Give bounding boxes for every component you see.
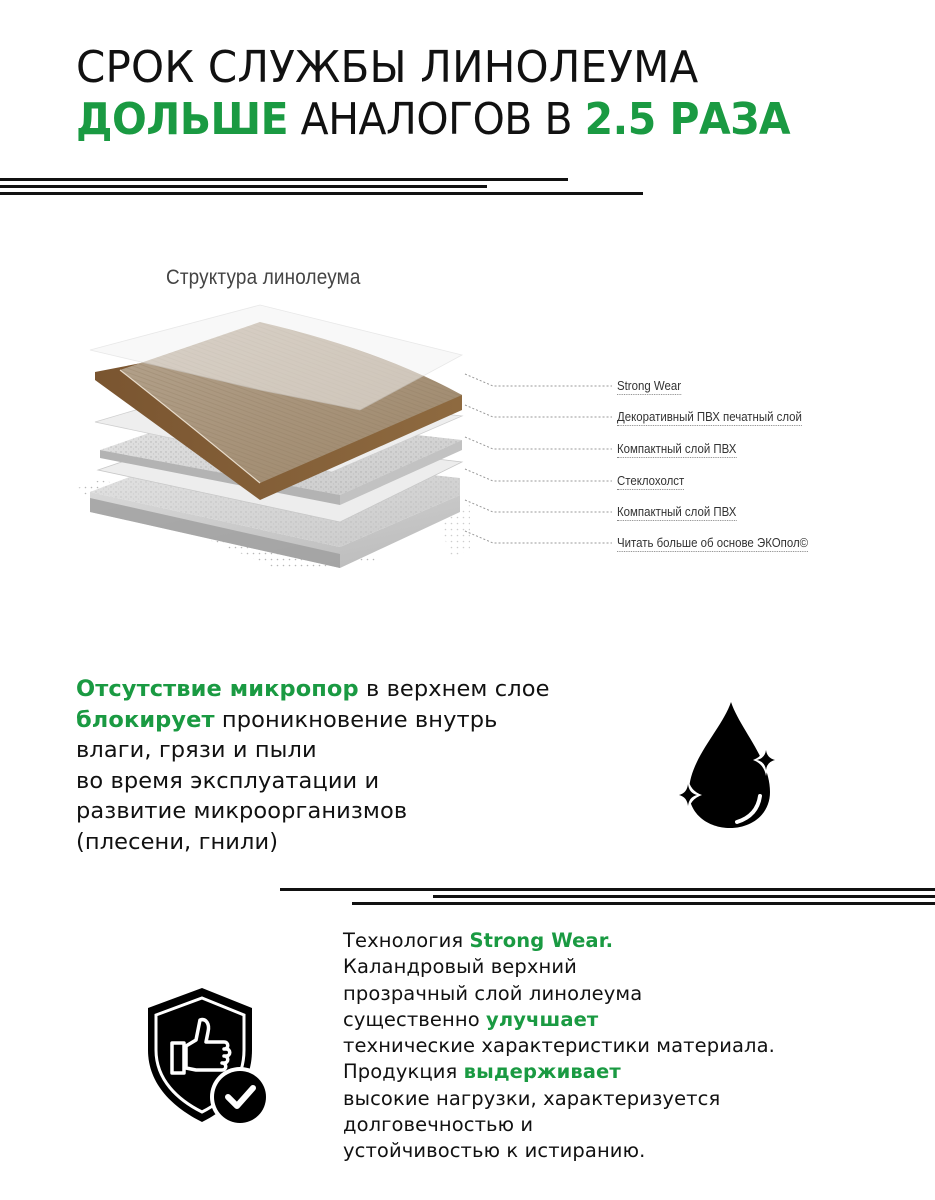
divider-bottom-2 bbox=[433, 895, 935, 898]
divider-top-3 bbox=[0, 192, 643, 195]
layer-label-compact-pvc-1: Компактный слой ПВХ bbox=[617, 441, 737, 456]
micropores-line-6: (плесени, гнили) bbox=[76, 828, 279, 855]
strong-wear-line-9: устойчивостью к истиранию. bbox=[343, 1139, 646, 1163]
title-highlight-longer: ДОЛЬШЕ bbox=[76, 94, 289, 145]
layer-connector-lines bbox=[440, 360, 630, 560]
highlight-blocks: блокирует bbox=[76, 706, 215, 733]
layer-label-read-more-ecopol[interactable]: Читать больше об основе ЭКОпол© bbox=[617, 535, 809, 550]
linoleum-layers-illustration bbox=[60, 300, 480, 580]
structure-title: Структура линолеума bbox=[166, 266, 361, 289]
micropores-description bbox=[76, 674, 656, 857]
strong-wear-line-3: прозрачный слой линолеума bbox=[343, 981, 643, 1005]
strong-wear-description bbox=[343, 928, 923, 1165]
highlight-withstands: выдерживает bbox=[463, 1060, 621, 1084]
divider-bottom-1 bbox=[280, 888, 935, 891]
title-line-1: СРОК СЛУЖБЫ ЛИНОЛЕУМА bbox=[76, 42, 699, 93]
micropores-line-4: во время эксплуатации и bbox=[76, 767, 380, 794]
micropores-line-3: влаги, грязи и пыли bbox=[76, 737, 317, 763]
text-fragment: проникновение внутрь bbox=[214, 706, 498, 733]
text-fragment: Продукция bbox=[343, 1060, 464, 1084]
micropores-line-1 bbox=[76, 674, 656, 705]
highlight-strong-wear: Strong Wear. bbox=[469, 929, 614, 952]
divider-top-2 bbox=[0, 185, 487, 188]
micropores-line-5: развитие микроорганизмов bbox=[76, 798, 408, 824]
highlight-improves: улучшает bbox=[486, 1007, 599, 1031]
strong-wear-line-4 bbox=[343, 1007, 923, 1033]
micropores-line-2 bbox=[76, 705, 656, 736]
divider-bottom-3 bbox=[352, 902, 935, 905]
strong-wear-line-2: Каландровый верхний bbox=[343, 955, 577, 979]
water-drop-sparkle-icon bbox=[664, 694, 784, 844]
title-middle-text: АНАЛОГОВ В bbox=[288, 94, 585, 145]
strong-wear-line-1 bbox=[343, 928, 923, 954]
layer-label-decorative-pvc: Декоративный ПВХ печатный слой bbox=[617, 409, 802, 424]
shield-thumbs-up-check-icon bbox=[140, 980, 280, 1130]
strong-wear-line-6 bbox=[343, 1059, 923, 1085]
text-fragment: существенно bbox=[343, 1007, 487, 1031]
strong-wear-line-8: долговечностью и bbox=[343, 1113, 534, 1137]
strong-wear-line-5: технические характеристики материала. bbox=[343, 1034, 775, 1058]
text-fragment: Технология bbox=[343, 929, 470, 952]
title-highlight-times: 2.5 РАЗА bbox=[584, 94, 791, 145]
highlight-no-micropores: Отсутствие микропор bbox=[76, 676, 359, 702]
layer-label-strong-wear: Strong Wear bbox=[617, 378, 682, 393]
text-fragment: в верхнем слое bbox=[358, 676, 550, 702]
strong-wear-line-7: высокие нагрузки, характеризуется bbox=[343, 1086, 721, 1110]
layer-label-compact-pvc-2: Компактный слой ПВХ bbox=[617, 504, 737, 519]
layer-label-fiberglass: Стеклохолст bbox=[617, 473, 685, 488]
page-title bbox=[76, 42, 935, 146]
divider-top-1 bbox=[0, 178, 568, 181]
title-line-2 bbox=[76, 94, 876, 146]
